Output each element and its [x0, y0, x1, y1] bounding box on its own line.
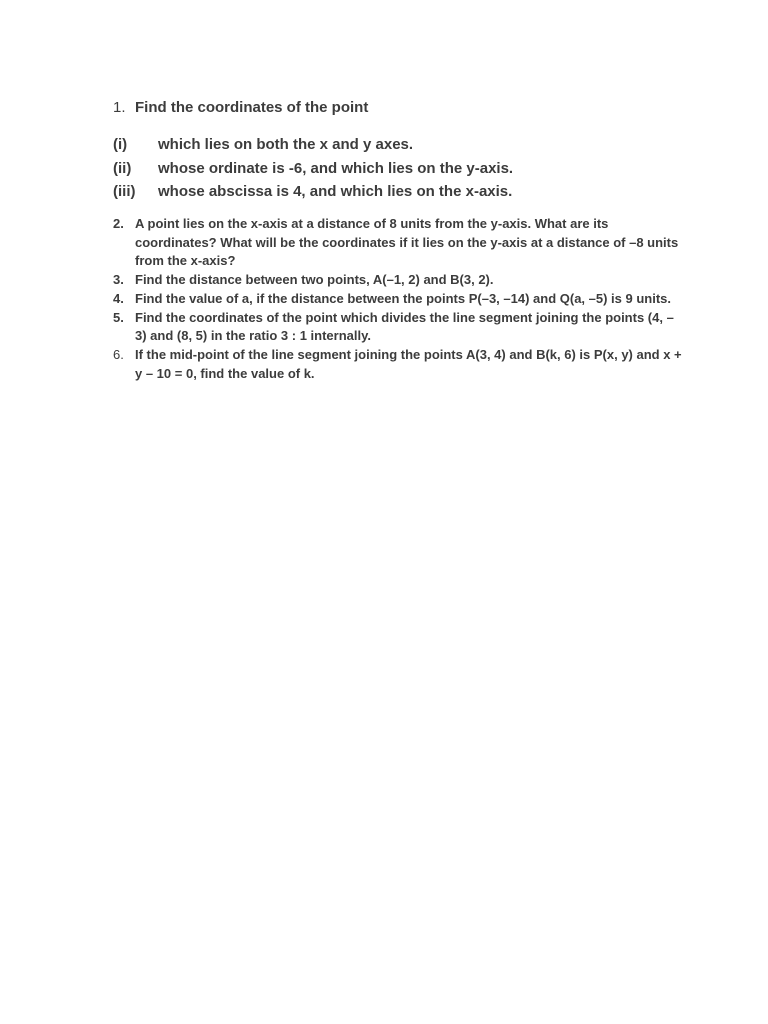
question-item	[113, 271, 683, 290]
question-item	[113, 215, 683, 271]
question-text: If the mid-point of the line segment joining the points A(3, 4) and B(k, 6) is P(x, y) and x + y – 10 = 0, find the value of k.	[135, 346, 682, 381]
question-number: 6.	[113, 346, 124, 362]
question-text: Find the coordinates of the point which divides the line segment joining the points (4, – 3) and (8, 5) in the ratio 3 : 1 internally.	[135, 309, 674, 344]
question-number: 1.	[113, 99, 126, 116]
question-title: Find the coordinates of the point	[135, 99, 369, 116]
question-part	[113, 182, 513, 206]
question-number: 3.	[113, 272, 124, 288]
question-list	[113, 215, 683, 383]
part-label: (ii)	[113, 159, 132, 177]
question-text: Find the value of a, if the distance between the points P(–3, –14) and Q(a, –5) is 9 units.	[135, 290, 672, 306]
question-1	[113, 98, 368, 118]
part-text: whose ordinate is -6, and which lies on the y-axis.	[158, 159, 514, 177]
question-number: 4.	[113, 290, 124, 306]
part-label: (i)	[113, 136, 128, 153]
part-text: whose abscissa is 4, and which lies on the x-axis.	[158, 183, 513, 200]
question-number: 5.	[113, 309, 124, 325]
question-item	[113, 346, 683, 383]
question-text: A point lies on the x-axis at a distance of 8 units from the y-axis. What are its coordinates? What will be the coordinates if it lies on the y-axis at a distance of –8 units from the x-axis?	[135, 216, 679, 269]
question-1-parts	[113, 135, 513, 206]
part-label: (iii)	[113, 183, 136, 200]
question-item	[113, 290, 683, 309]
question-item	[113, 309, 683, 346]
question-part	[113, 135, 513, 159]
question-text: Find the distance between two points, A(–1, 2) and B(3, 2).	[135, 272, 494, 288]
question-part	[113, 159, 513, 183]
question-number: 2.	[113, 216, 124, 231]
part-text: which lies on both the x and y axes.	[158, 136, 414, 153]
